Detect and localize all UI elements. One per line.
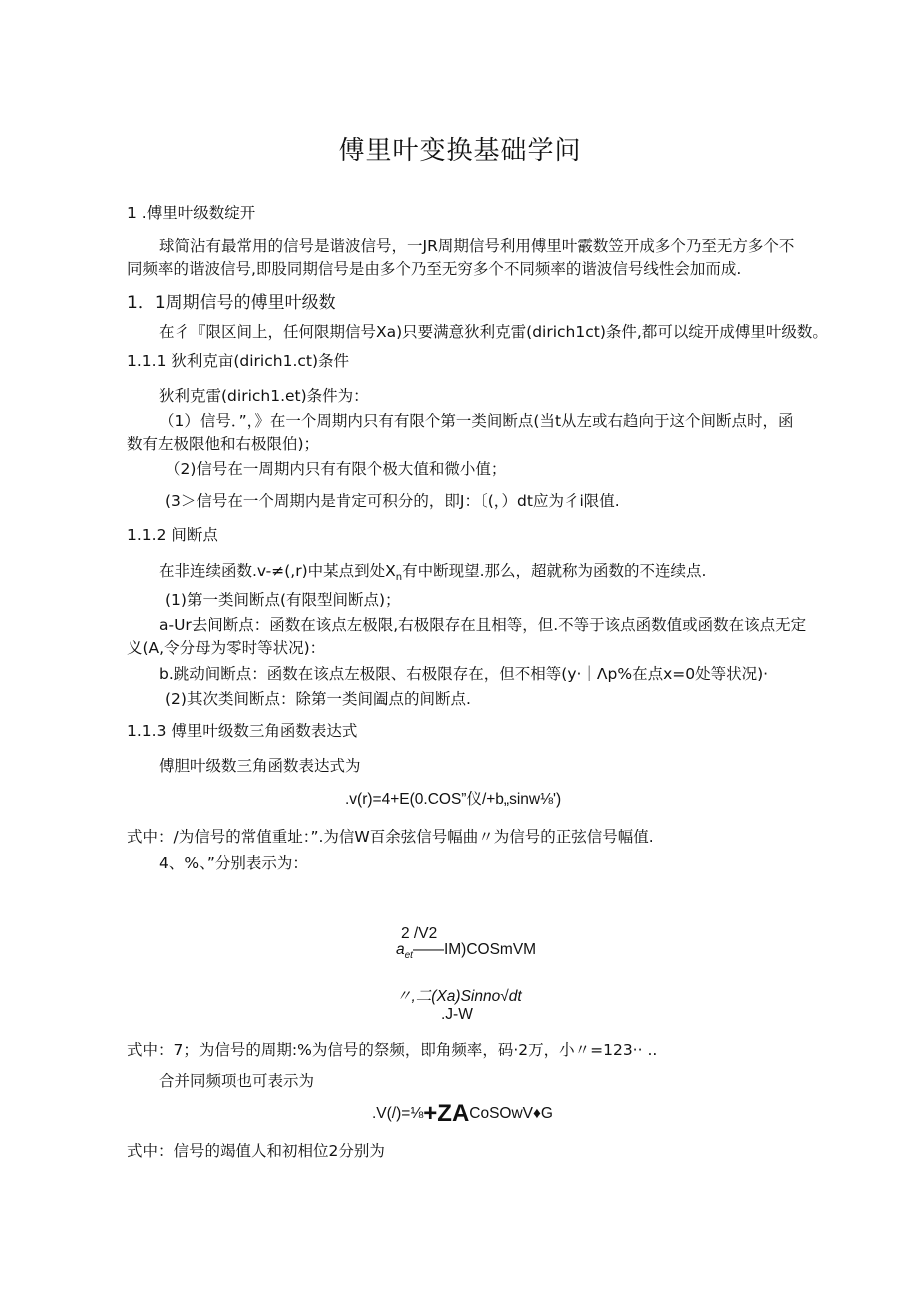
section-1-1-1-heading: 1.1.1 狄利克亩(dirich1.ct)条件	[127, 352, 350, 370]
equation-a-n-limits: 2 /V2	[401, 925, 438, 942]
discontinuity-definition	[159, 561, 706, 588]
second-kind-discontinuity: (2)其次类间断点：除第一类间阖点的间断点.	[165, 690, 471, 708]
section-1-paragraph-line-1: 球简沾有最常用的信号是谐波信号，一JR周期信号利用傅里叶霰数笠开成多个乃至无方多个不	[159, 237, 795, 255]
dirichlet-condition-1-line-2: 数有左极限他和右极限伯)；	[127, 435, 320, 453]
equation-a-n	[396, 940, 536, 966]
fourier-trig-intro: 傅胆叶级数三角函数表达式为	[159, 757, 361, 775]
jump-discontinuity: b.跳动间断点：函数在该点左极限、右极限存在，但不相等(y·｜Λp%在点x=0处等状况)·	[159, 665, 769, 683]
removable-discontinuity-line-2: 义(A,令分母为零时等状况)：	[127, 639, 326, 657]
dirichlet-condition-2: （2)信号在一周期内只有有限个极大值和微小值；	[165, 460, 507, 478]
section-1-1-2-heading: 1.1.2 间断点	[127, 526, 218, 544]
equation-explanation-2: 4、%、”分别表示为：	[159, 854, 308, 872]
discontinuity-definition-sub: n	[395, 572, 403, 584]
section-1-paragraph-line-2: 同频率的谐波信号,即股同期信号是由多个乃至无穷多个不同频率的谐波信号线性会加而成.	[127, 260, 742, 278]
equation-a-n-symbol: a	[396, 941, 405, 958]
equation-a-n-subscript: et	[404, 950, 413, 962]
removable-discontinuity-line-1: a-Ur去间断点：函数在该点左极限,右极限存在且相等，但.不等于该点函数值或函数在该点无定	[159, 616, 807, 634]
equation-a-n-body: ——IM)COSmVM	[412, 941, 537, 958]
section-1-1-3-heading: 1.1.3 傅里叶级数三角函数表达式	[127, 722, 358, 740]
equation-combined-sum: +ZA	[423, 1100, 470, 1127]
merge-terms-intro: 合并同频项也可表示为	[159, 1072, 315, 1090]
discontinuity-definition-tail: 有中断现望.那么，超就称为函数的不连续点.	[402, 562, 707, 580]
equation-fourier-series: .v(r)=4+E(0.COS”仪/+b„sinw⅛')	[345, 791, 562, 808]
equation-b-n: 〃,二(Xa)Sinno√dt	[396, 988, 522, 1005]
dirichlet-intro: 狄利克雷(dirich1.et)条件为：	[159, 387, 369, 405]
amplitude-phase-intro: 式中：信号的竭值人和初相位2分别为	[127, 1142, 385, 1160]
equation-explanation-3: 式中：7；为信号的周期:%为信号的祭频，即角频率，码·2万，小〃=123·· ..	[127, 1041, 658, 1059]
equation-combined-rhs: CoSOwV♦G	[469, 1105, 553, 1122]
section-1-heading: 1 .傅里叶级数绽开	[127, 204, 256, 222]
page-title: 傅里叶变换基础学问	[338, 136, 582, 166]
equation-explanation-1: 式中：/为信号的常值重址：”.为信W百余弦信号幅曲〃为信号的正弦信号幅值.	[127, 828, 654, 846]
section-1-1-paragraph: 在彳『限区间上，任何限期信号Xa)只要满意狄利克雷(dirich1ct)条件,都可以绽开成傅里叶级数。	[159, 323, 828, 341]
equation-combined-form	[372, 1100, 553, 1127]
equation-combined-lhs: .V(/)=⅛	[372, 1105, 424, 1122]
dirichlet-condition-3: (3＞信号在一个周期内是肯定可积分的，即J：〔(，）dt应为彳i限值.	[165, 492, 620, 510]
first-kind-discontinuity: (1)第一类间断点(有限型间断点)；	[165, 591, 401, 609]
equation-b-n-limits: .J-W	[441, 1006, 473, 1023]
discontinuity-definition-head: 在非连续函数.v-≠(,r)中某点到处X	[159, 562, 396, 580]
section-1-1-heading: 1．1周期信号的傅里叶级数	[127, 293, 336, 313]
dirichlet-condition-1-line-1: （1）信号．”，》在一个周期内只有有限个第一类间断点(当t从左或右趋向于这个间断点时，函	[159, 412, 794, 430]
